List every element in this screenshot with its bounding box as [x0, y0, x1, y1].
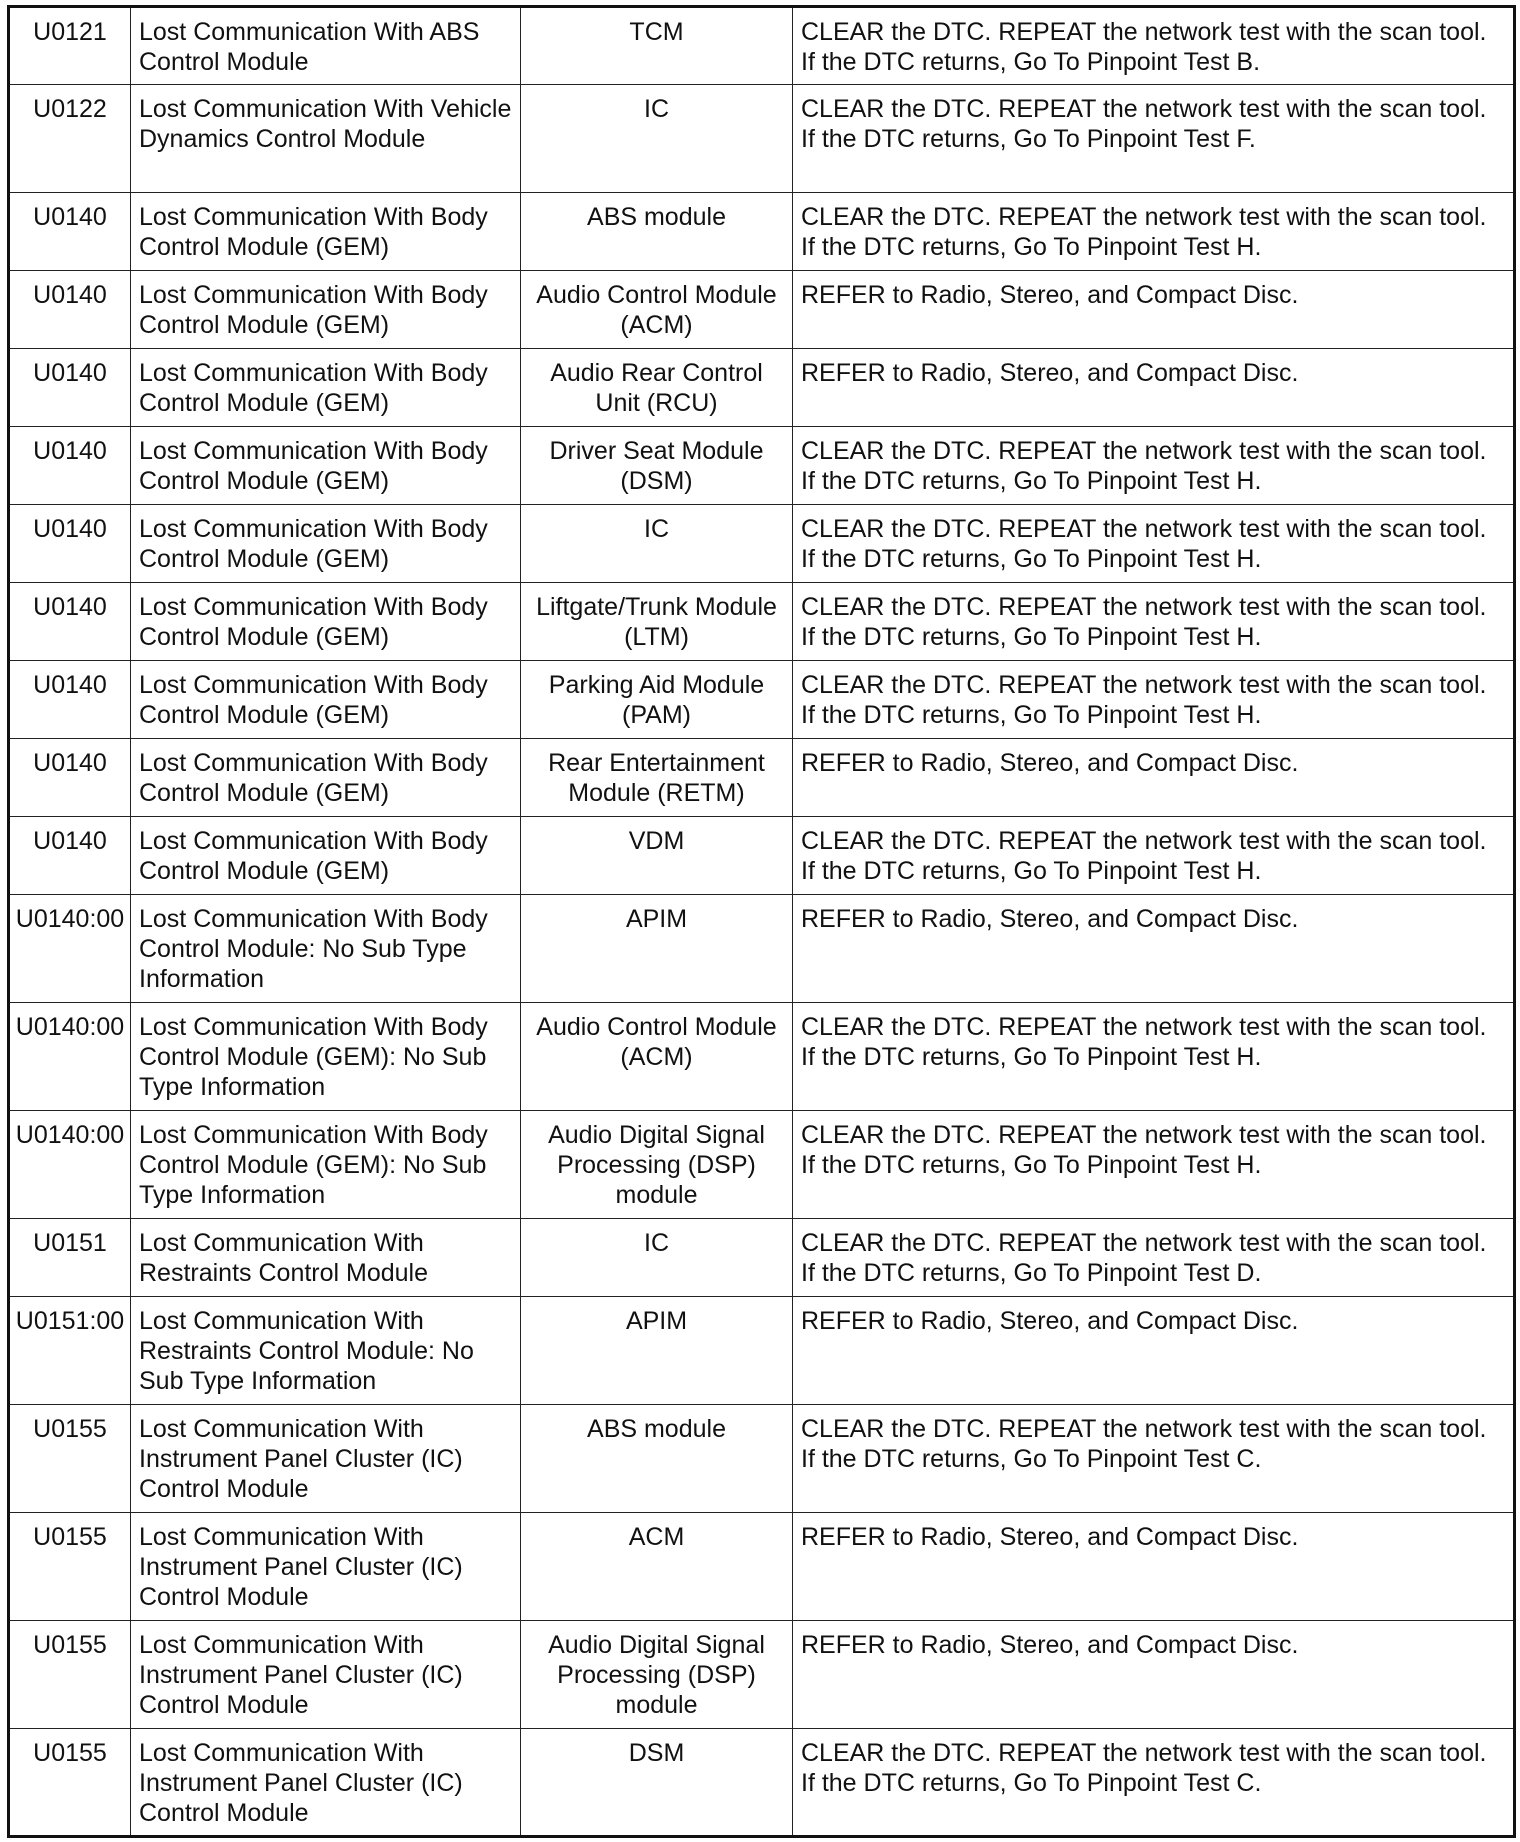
table-row	[9, 427, 1515, 505]
module-cell: Audio Rear Control Unit (RCU)	[521, 349, 793, 427]
description-cell: Lost Communication With Body Control Module (GEM)	[131, 661, 521, 739]
description-cell: Lost Communication With Instrument Panel Cluster (IC) Control Module	[131, 1729, 521, 1837]
module-cell: Rear Entertainment Module (RETM)	[521, 739, 793, 817]
action-cell: REFER to Radio, Stereo, and Compact Disc.	[793, 895, 1515, 1003]
dtc-code-cell: U0140	[9, 193, 131, 271]
module-cell: ACM	[521, 1513, 793, 1621]
action-cell: CLEAR the DTC. REPEAT the network test with the scan tool. If the DTC returns, Go To Pinpoint Test H.	[793, 661, 1515, 739]
description-cell: Lost Communication With Body Control Module (GEM)	[131, 739, 521, 817]
dtc-code-cell: U0140	[9, 505, 131, 583]
action-cell: CLEAR the DTC. REPEAT the network test with the scan tool. If the DTC returns, Go To Pinpoint Test C.	[793, 1729, 1515, 1837]
action-cell: REFER to Radio, Stereo, and Compact Disc.	[793, 1297, 1515, 1405]
dtc-code-cell: U0151:00	[9, 1297, 131, 1405]
module-cell: Parking Aid Module (PAM)	[521, 661, 793, 739]
dtc-code-cell: U0155	[9, 1729, 131, 1837]
table-row	[9, 505, 1515, 583]
dtc-code-cell: U0140	[9, 661, 131, 739]
description-cell: Lost Communication With Instrument Panel Cluster (IC) Control Module	[131, 1621, 521, 1729]
module-cell: APIM	[521, 895, 793, 1003]
table-row	[9, 1297, 1515, 1405]
description-cell: Lost Communication With Body Control Module (GEM)	[131, 505, 521, 583]
action-cell: CLEAR the DTC. REPEAT the network test with the scan tool. If the DTC returns, Go To Pinpoint Test H.	[793, 193, 1515, 271]
module-cell: Audio Digital Signal Processing (DSP) module	[521, 1111, 793, 1219]
action-cell: CLEAR the DTC. REPEAT the network test with the scan tool. If the DTC returns, Go To Pinpoint Test D.	[793, 1219, 1515, 1297]
table-row	[9, 739, 1515, 817]
description-cell: Lost Communication With Body Control Module: No Sub Type Information	[131, 895, 521, 1003]
table-row	[9, 1003, 1515, 1111]
dtc-code-cell: U0140:00	[9, 1111, 131, 1219]
action-cell: CLEAR the DTC. REPEAT the network test with the scan tool. If the DTC returns, Go To Pinpoint Test B.	[793, 7, 1515, 85]
table-row	[9, 1729, 1515, 1837]
action-cell: REFER to Radio, Stereo, and Compact Disc.	[793, 1621, 1515, 1729]
description-cell: Lost Communication With Body Control Module (GEM)	[131, 817, 521, 895]
dtc-code-cell: U0121	[9, 7, 131, 85]
description-cell: Lost Communication With Body Control Module (GEM)	[131, 271, 521, 349]
description-cell: Lost Communication With Instrument Panel Cluster (IC) Control Module	[131, 1513, 521, 1621]
table-row	[9, 349, 1515, 427]
description-cell: Lost Communication With Instrument Panel Cluster (IC) Control Module	[131, 1405, 521, 1513]
dtc-code-cell: U0140	[9, 349, 131, 427]
module-cell: Liftgate/Trunk Module (LTM)	[521, 583, 793, 661]
action-cell: REFER to Radio, Stereo, and Compact Disc.	[793, 1513, 1515, 1621]
module-cell: Audio Digital Signal Processing (DSP) module	[521, 1621, 793, 1729]
description-cell: Lost Communication With Body Control Module (GEM): No Sub Type Information	[131, 1003, 521, 1111]
dtc-code-cell: U0140	[9, 739, 131, 817]
dtc-code-cell: U0151	[9, 1219, 131, 1297]
dtc-table	[7, 5, 1516, 1838]
description-cell: Lost Communication With Restraints Control Module: No Sub Type Information	[131, 1297, 521, 1405]
module-cell: DSM	[521, 1729, 793, 1837]
module-cell: ABS module	[521, 1405, 793, 1513]
dtc-code-cell: U0155	[9, 1513, 131, 1621]
table-row	[9, 1405, 1515, 1513]
action-cell: CLEAR the DTC. REPEAT the network test with the scan tool. If the DTC returns, Go To Pinpoint Test H.	[793, 1003, 1515, 1111]
dtc-code-cell: U0140	[9, 427, 131, 505]
module-cell: TCM	[521, 7, 793, 85]
dtc-code-cell: U0140:00	[9, 1003, 131, 1111]
dtc-code-cell: U0140	[9, 271, 131, 349]
dtc-code-cell: U0140	[9, 583, 131, 661]
table-row	[9, 817, 1515, 895]
dtc-code-cell: U0140	[9, 817, 131, 895]
module-cell: IC	[521, 1219, 793, 1297]
dtc-code-cell: U0140:00	[9, 895, 131, 1003]
module-cell: Audio Control Module (ACM)	[521, 271, 793, 349]
module-cell: APIM	[521, 1297, 793, 1405]
table-row	[9, 1621, 1515, 1729]
description-cell: Lost Communication With Body Control Module (GEM)	[131, 193, 521, 271]
module-cell: Audio Control Module (ACM)	[521, 1003, 793, 1111]
action-cell: CLEAR the DTC. REPEAT the network test with the scan tool. If the DTC returns, Go To Pinpoint Test H.	[793, 505, 1515, 583]
description-cell: Lost Communication With Body Control Module (GEM)	[131, 583, 521, 661]
action-cell: CLEAR the DTC. REPEAT the network test with the scan tool. If the DTC returns, Go To Pinpoint Test F.	[793, 85, 1515, 193]
table-row	[9, 1219, 1515, 1297]
module-cell: ABS module	[521, 193, 793, 271]
module-cell: IC	[521, 85, 793, 193]
action-cell: CLEAR the DTC. REPEAT the network test with the scan tool. If the DTC returns, Go To Pinpoint Test H.	[793, 817, 1515, 895]
action-cell: CLEAR the DTC. REPEAT the network test with the scan tool. If the DTC returns, Go To Pinpoint Test H.	[793, 1111, 1515, 1219]
dtc-code-cell: U0155	[9, 1621, 131, 1729]
table-row	[9, 1111, 1515, 1219]
description-cell: Lost Communication With Body Control Module (GEM): No Sub Type Information	[131, 1111, 521, 1219]
table-row	[9, 895, 1515, 1003]
action-cell: CLEAR the DTC. REPEAT the network test with the scan tool. If the DTC returns, Go To Pinpoint Test C.	[793, 1405, 1515, 1513]
description-cell: Lost Communication With Restraints Control Module	[131, 1219, 521, 1297]
table-row	[9, 1513, 1515, 1621]
action-cell: REFER to Radio, Stereo, and Compact Disc.	[793, 349, 1515, 427]
table-row	[9, 85, 1515, 193]
table-row	[9, 661, 1515, 739]
table-row	[9, 193, 1515, 271]
dtc-code-cell: U0122	[9, 85, 131, 193]
module-cell: IC	[521, 505, 793, 583]
table-row	[9, 271, 1515, 349]
module-cell: VDM	[521, 817, 793, 895]
dtc-code-cell: U0155	[9, 1405, 131, 1513]
description-cell: Lost Communication With Body Control Module (GEM)	[131, 427, 521, 505]
description-cell: Lost Communication With Body Control Module (GEM)	[131, 349, 521, 427]
table-row	[9, 583, 1515, 661]
action-cell: CLEAR the DTC. REPEAT the network test with the scan tool. If the DTC returns, Go To Pinpoint Test H.	[793, 427, 1515, 505]
action-cell: CLEAR the DTC. REPEAT the network test with the scan tool. If the DTC returns, Go To Pinpoint Test H.	[793, 583, 1515, 661]
action-cell: REFER to Radio, Stereo, and Compact Disc.	[793, 739, 1515, 817]
action-cell: REFER to Radio, Stereo, and Compact Disc.	[793, 271, 1515, 349]
table-row	[9, 7, 1515, 85]
description-cell: Lost Communication With ABS Control Module	[131, 7, 521, 85]
module-cell: Driver Seat Module (DSM)	[521, 427, 793, 505]
description-cell: Lost Communication With Vehicle Dynamics Control Module	[131, 85, 521, 193]
